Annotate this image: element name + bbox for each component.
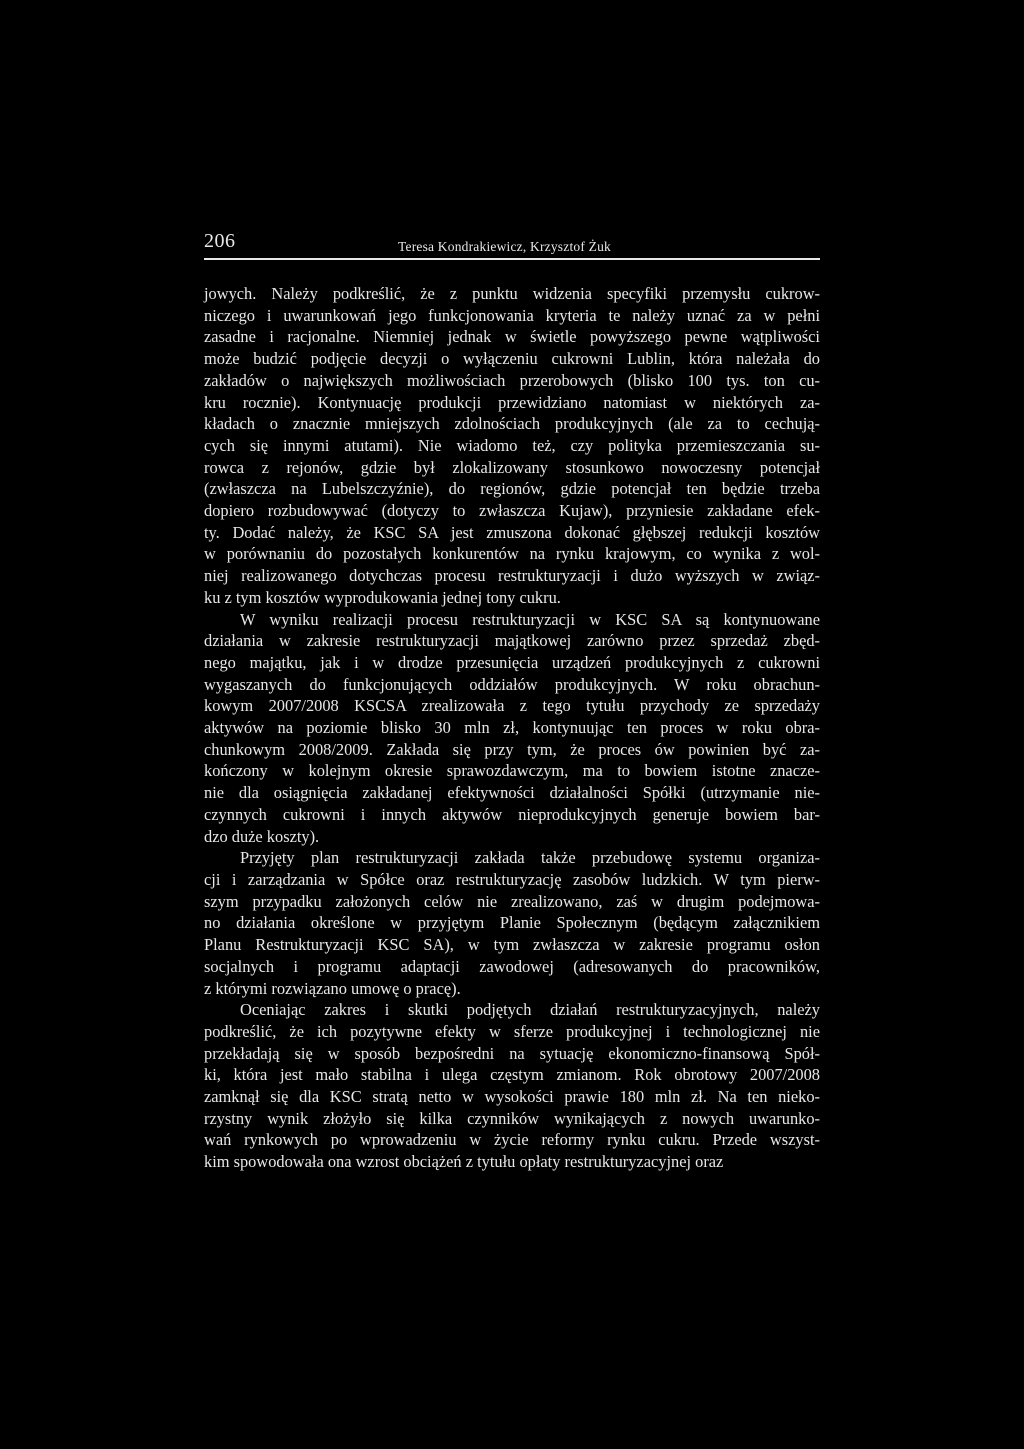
text-line: ty. Dodać należy, że KSC SA jest zmuszona dokonać głębszej redukcji kosztów [204, 522, 820, 542]
text-line: zakładów o największych możliwościach przerobowych (blisko 100 tys. ton cu- [204, 370, 820, 390]
page-number: 206 [204, 230, 236, 252]
text-line: chunkowym 2008/2009. Zakłada się przy tym, że proces ów powinien być za- [204, 739, 820, 759]
text-line: niczego i uwarunkowań jego funkcjonowania kryteria te należy uznać za w pełni [204, 305, 820, 325]
paragraph-4 [204, 999, 820, 1173]
text-line: może budzić podjęcie decyzji o wyłączeniu cukrowni Lublin, która należała do [204, 349, 820, 369]
document-page [204, 228, 820, 1173]
text-line: rowca z rejonów, gdzie był zlokalizowany stosunkowo nowoczesny potencjał [204, 457, 820, 477]
text-line: niej realizowanego dotychczas procesu restrukturyzacji i dużo wyższych w związ- [204, 566, 820, 586]
text-line: przekładają się w sposób bezpośredni na sytuację ekonomiczno-finansową Spół- [204, 1043, 820, 1063]
text-line: zamknął się dla KSC stratą netto w wysokości prawie 180 mln zł. Na ten nieko- [204, 1087, 820, 1107]
text-line: kru rocznie). Kontynuację produkcji przewidziano natomiast w niektórych za- [204, 392, 820, 412]
text-line: Oceniając zakres i skutki podjętych działań restrukturyzacyjnych, należy [240, 1000, 820, 1020]
text-line: nie dla osiągnięcia zakładanej efektywności działalności Spółki (utrzymanie nie- [204, 783, 820, 803]
paragraph-2 [204, 609, 820, 848]
text-line: ki, która jest mało stabilna i ulega częstym zmianom. Rok obrotowy 2007/2008 [204, 1065, 820, 1085]
paragraph-1 [204, 283, 820, 609]
text-line: podkreślić, że ich pozytywne efekty w sferze produkcyjnej i technologicznej nie [204, 1021, 820, 1041]
text-line: (zwłaszcza na Lubelszczyźnie), do regionów, gdzie potencjał ten będzie trzeba [204, 479, 820, 499]
text-line: Planu Restrukturyzacji KSC SA), w tym zwłaszcza w zakresie programu osłon [204, 935, 820, 955]
text-line: rzystny wynik złożyło się kilka czynników wynikających z nowych uwarunko- [204, 1108, 820, 1128]
text-line: no działania określone w przyjętym Planie Społecznym (będącym załącznikiem [204, 913, 820, 933]
text-line: wygaszanych do funkcjonujących oddziałów produkcyjnych. W roku obrachun- [204, 674, 820, 694]
text-line: kowym 2007/2008 KSCSA zrealizowała z tego tytułu przychody ze sprzedaży [204, 696, 820, 716]
text-line: Przyjęty plan restrukturyzacji zakłada także przebudowę systemu organiza- [240, 848, 820, 868]
text-line: nego majątku, jak i w drodze przesunięcia urządzeń produkcyjnych z cukrowni [204, 652, 820, 672]
text-line: jowych. Należy podkreślić, że z punktu widzenia specyfiki przemysłu cukrow- [204, 284, 820, 303]
paragraph-3 [204, 847, 820, 999]
text-line: aktywów na poziomie blisko 30 mln zł, kontynuując ten proces w roku obra- [204, 718, 820, 738]
text-line: czynnych cukrowni i innych aktywów nieprodukcyjnych generuje bowiem bar- [204, 804, 820, 824]
text-line: zasadne i racjonalne. Niemniej jednak w świetle powyższego pewne wątpliwości [204, 327, 820, 347]
body-text [204, 283, 820, 1173]
text-line: dopiero rozbudowywać (dotyczy to zwłaszcza Kujaw), przyniesie zakładane efek- [204, 501, 820, 521]
text-line: kim spowodowała ona wzrost obciążeń z tytułu opłaty restrukturyzacyjnej oraz [204, 1152, 724, 1172]
text-line: działania w zakresie restrukturyzacji majątkowej zarówno przez sprzedaż zbęd- [204, 631, 820, 651]
text-line: w porównaniu do pozostałych konkurentów na rynku krajowym, co wynika z wol- [204, 544, 820, 564]
text-line: kończony w kolejnym okresie sprawozdawczym, ma to bowiem istotne znacze- [204, 761, 820, 781]
text-line: W wyniku realizacji procesu restrukturyzacji w KSC SA są kontynuowane [240, 609, 820, 629]
text-line: socjalnych i programu adaptacji zawodowej (adresowanych do pracowników, [204, 956, 820, 976]
text-line: szym przypadku założonych celów nie zrealizowano, zaś w drugim podejmowa- [204, 891, 820, 911]
text-line: wań rynkowych po wprowadzeniu w życie reformy rynku cukru. Przede wszyst- [204, 1130, 820, 1150]
text-line: cych się innymi atutami). Nie wiadomo też, czy polityka przemieszczania su- [204, 435, 820, 455]
text-line: ku z tym kosztów wyprodukowania jednej tony cukru. [204, 587, 561, 607]
header-authors: Teresa Kondrakiewicz, Krzysztof Żuk [398, 239, 611, 254]
text-line: z którymi rozwiązano umowę o pracę). [204, 978, 461, 998]
running-header [204, 228, 820, 260]
text-line: cji i zarządzania w Spółce oraz restrukturyzację zasobów ludzkich. W tym pierw- [204, 869, 820, 889]
text-line: kładach o znacznie mniejszych zdolnościach produkcyjnych (ale za to cechują- [204, 414, 820, 434]
text-line: dzo duże koszty). [204, 826, 320, 846]
